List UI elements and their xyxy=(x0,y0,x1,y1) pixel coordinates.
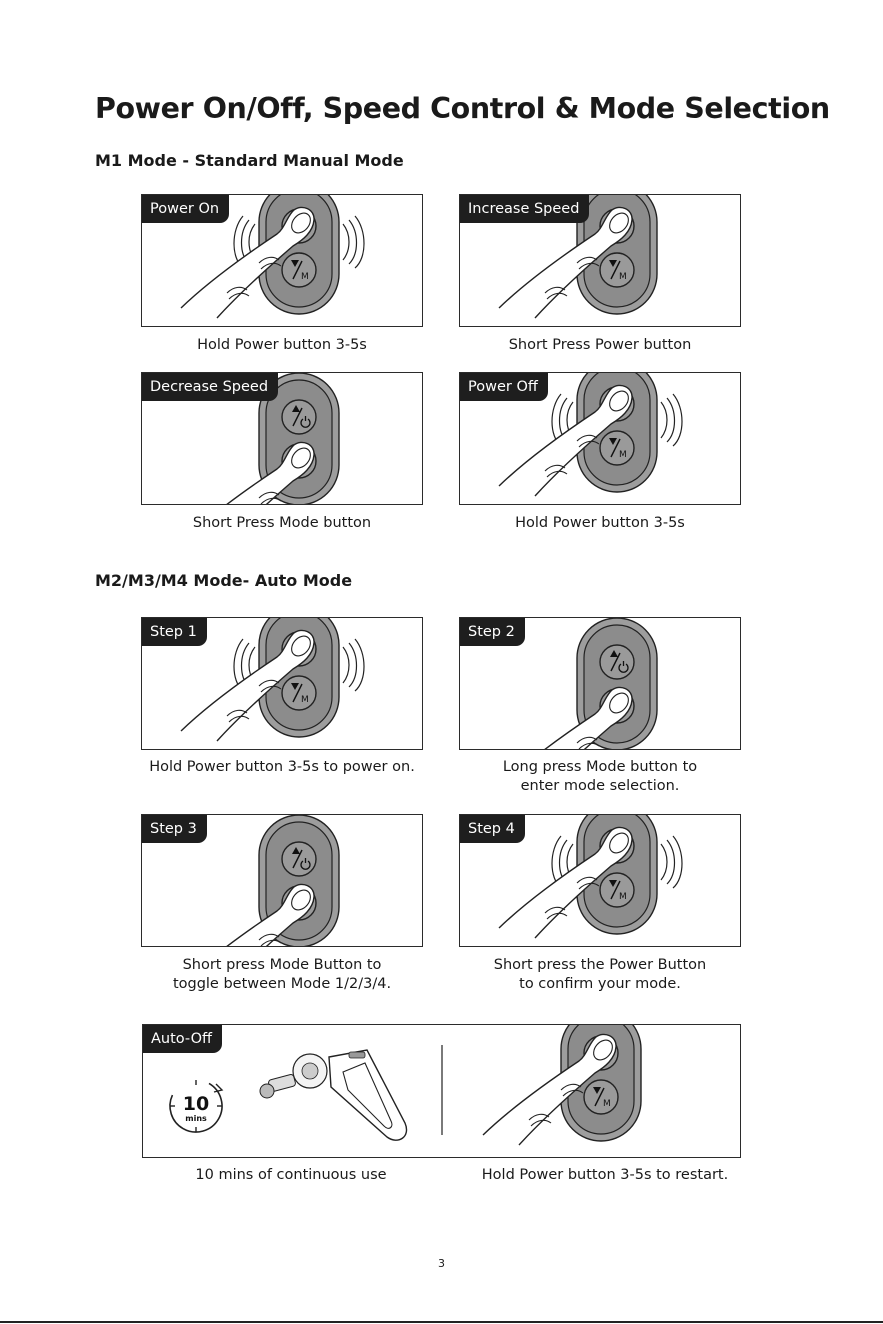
panel-caption: Short Press Mode button xyxy=(192,515,372,531)
panel-caption xyxy=(459,956,741,994)
caption-line: Short press the Power Button xyxy=(493,957,707,973)
panel-tag: Step 2 xyxy=(460,618,525,646)
panel-tag: Step 4 xyxy=(460,815,525,843)
panel-tag: Auto-Off xyxy=(143,1025,222,1053)
page-number: 3 xyxy=(438,1257,445,1270)
caption-line: Short press Mode Button to xyxy=(182,957,382,973)
panel-step-3 xyxy=(141,814,423,947)
panel-step-1 xyxy=(141,617,423,750)
massage-gun-icon xyxy=(260,1050,407,1140)
panel-increase-speed xyxy=(459,194,741,327)
caption-line: Hold Power button 3-5s to power on. xyxy=(149,759,415,775)
section-heading-auto: M2/M3/M4 Mode- Auto Mode xyxy=(95,571,353,590)
caption-auto-off-right: Hold Power button 3-5s to restart. xyxy=(481,1167,729,1183)
panel-tag: Decrease Speed xyxy=(142,373,278,401)
panel-caption xyxy=(141,956,423,994)
panel-tag: Power Off xyxy=(460,373,548,401)
caption-line: enter mode selection. xyxy=(520,778,680,794)
section-heading-m1: M1 Mode - Standard Manual Mode xyxy=(95,151,404,170)
panel-caption xyxy=(141,758,423,777)
bottom-rule xyxy=(0,1321,883,1323)
page-title: Power On/Off, Speed Control & Mode Selection xyxy=(95,92,830,125)
panel-tag: Power On xyxy=(142,195,229,223)
panel-caption: Hold Power button 3-5s xyxy=(515,515,685,531)
panel-caption: Short Press Power button xyxy=(508,337,692,353)
timer-icon xyxy=(160,1070,231,1141)
panel-step-2 xyxy=(459,617,741,750)
panel-caption: Hold Power button 3-5s xyxy=(197,337,367,353)
panel-step-4 xyxy=(459,814,741,947)
caption-line: Long press Mode button to xyxy=(502,759,698,775)
panel-tag: Step 3 xyxy=(142,815,207,843)
caption-auto-off-left: 10 mins of continuous use xyxy=(195,1167,387,1183)
auto-off-illustration xyxy=(143,1025,741,1158)
panel-power-on xyxy=(141,194,423,327)
panel-caption xyxy=(459,758,741,796)
panel-power-off xyxy=(459,372,741,505)
panel-decrease-speed xyxy=(141,372,423,505)
timer-number: 10 xyxy=(182,1093,210,1115)
timer-unit: mins xyxy=(185,1114,207,1123)
caption-line: to confirm your mode. xyxy=(519,976,681,992)
caption-line: toggle between Mode 1/2/3/4. xyxy=(172,976,392,992)
panel-tag: Step 1 xyxy=(142,618,207,646)
panel-tag: Increase Speed xyxy=(460,195,589,223)
panel-auto-off xyxy=(142,1024,741,1158)
